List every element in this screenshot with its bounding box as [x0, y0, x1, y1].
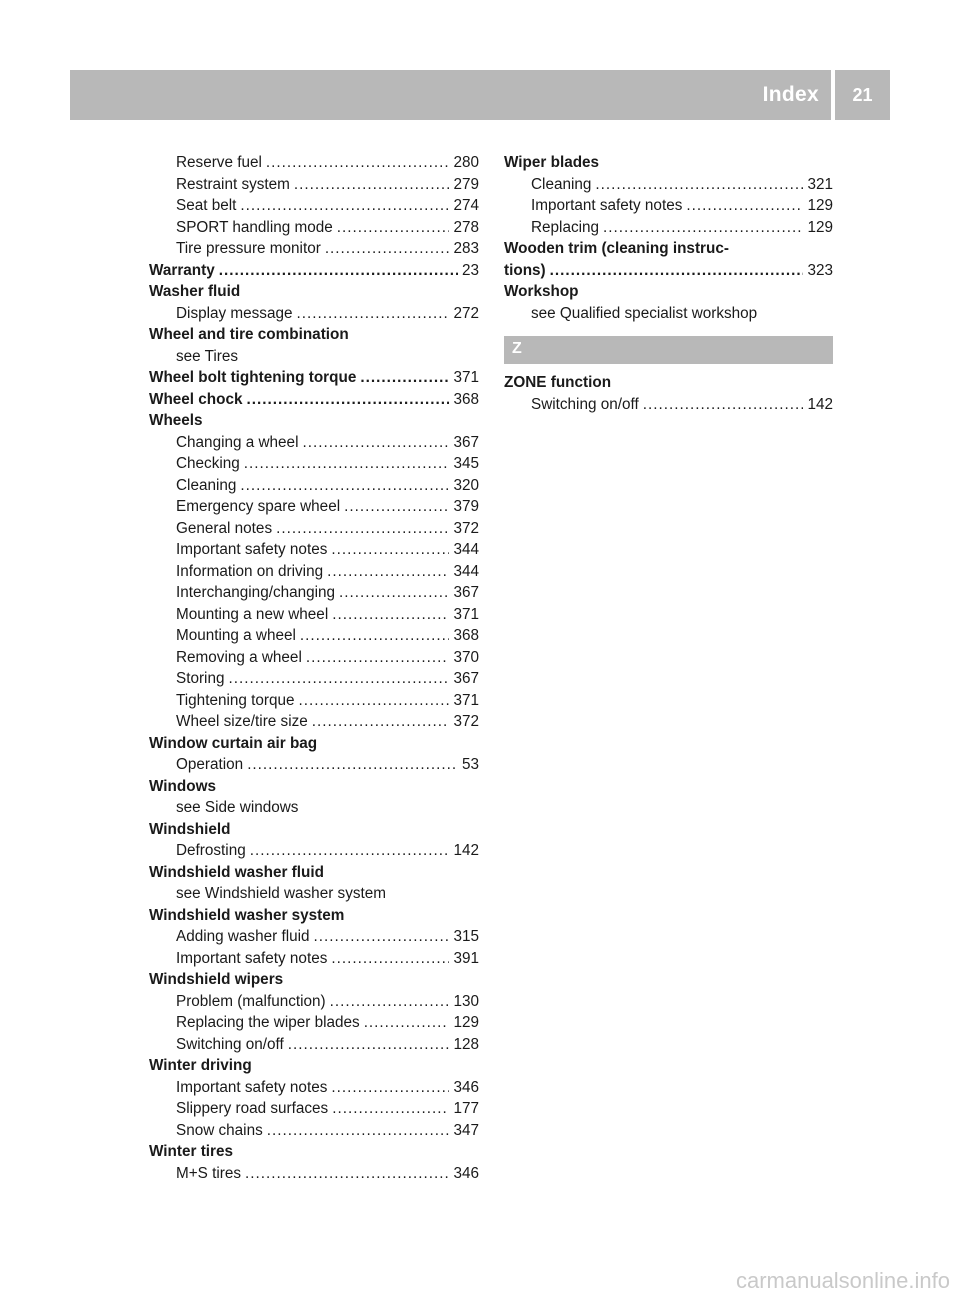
index-entry-heading — [149, 410, 479, 432]
entry-text: Checking — [176, 455, 240, 472]
dot-leader — [331, 948, 449, 970]
index-entry-subentry — [149, 883, 479, 905]
page-reference[interactable]: 346 — [453, 1164, 479, 1182]
page-reference[interactable]: 372 — [453, 519, 479, 537]
page-reference[interactable]: 320 — [453, 476, 479, 494]
entry-text: Wiper blades — [504, 154, 600, 171]
page-reference[interactable]: 371 — [453, 369, 479, 386]
watermark: carmanualsonline.info — [735, 1268, 950, 1293]
index-entry-heading — [149, 776, 479, 798]
dot-leader — [247, 754, 458, 776]
entry-text: Mounting a new wheel — [176, 605, 329, 623]
index-entry-subentry[interactable] — [149, 152, 479, 174]
dot-leader — [266, 152, 450, 174]
entry-text: Switching on/off — [176, 1035, 284, 1053]
entry-text: Restraint system — [176, 175, 290, 193]
dot-leader — [332, 1098, 449, 1120]
entry-text: Wheel size/tire size — [176, 713, 308, 730]
index-entry-heading[interactable] — [504, 260, 833, 282]
index-entry-subentry[interactable] — [149, 647, 479, 669]
page-reference[interactable]: 142 — [453, 842, 479, 859]
page-reference[interactable]: 344 — [453, 541, 479, 558]
index-entry-subentry[interactable] — [149, 561, 479, 583]
entry-text: Switching on/off — [531, 395, 639, 413]
index-entry-subentry[interactable] — [149, 840, 479, 862]
entry-text: M+S tires — [176, 1164, 242, 1182]
page-reference[interactable]: 129 — [807, 218, 833, 236]
index-entry-subentry[interactable] — [149, 1163, 479, 1185]
entry-text: Storing — [176, 670, 225, 687]
index-entry-heading — [504, 152, 833, 174]
index-entry-subentry[interactable] — [149, 496, 479, 518]
dot-leader — [228, 668, 449, 690]
index-column-left — [149, 152, 479, 1184]
page-reference[interactable]: 129 — [807, 197, 833, 214]
index-entry-subentry[interactable] — [149, 1012, 479, 1034]
dot-leader — [686, 195, 803, 217]
entry-text: Information on driving — [176, 562, 324, 580]
index-entry-subentry[interactable] — [149, 518, 479, 540]
entry-text: Seat belt — [176, 197, 237, 214]
index-entry-subentry[interactable] — [149, 1034, 479, 1056]
dot-leader — [306, 647, 450, 669]
page-reference[interactable]: 280 — [453, 154, 479, 171]
index-entry-heading[interactable] — [149, 367, 479, 389]
dot-leader — [344, 496, 449, 518]
dot-leader — [219, 260, 458, 282]
index-entry-subentry — [149, 346, 479, 368]
index-column-right — [504, 152, 833, 415]
dot-leader — [299, 690, 450, 712]
entry-text: Operation — [176, 756, 244, 773]
entry-text: Windshield wipers — [149, 971, 284, 988]
index-entry-subentry[interactable] — [149, 238, 479, 260]
dot-leader — [331, 1077, 449, 1099]
section-title: Index — [762, 83, 819, 106]
index-entry-subentry[interactable] — [504, 394, 833, 416]
index-entry-heading — [504, 281, 833, 303]
index-entry-subentry[interactable] — [149, 625, 479, 647]
index-entry-heading[interactable] — [149, 389, 479, 411]
index-entry-heading[interactable] — [149, 260, 479, 282]
page-reference[interactable]: 391 — [453, 949, 479, 967]
entry-text: General notes — [176, 519, 273, 537]
entry-text: Slippery road surfaces — [176, 1100, 329, 1117]
index-entry-subentry[interactable] — [149, 475, 479, 497]
index-entry-subentry[interactable] — [149, 926, 479, 948]
page-reference[interactable]: 346 — [453, 1078, 479, 1096]
entry-text: Important safety notes — [531, 197, 683, 214]
index-entry-subentry[interactable] — [149, 432, 479, 454]
entry-text: Wheel chock — [149, 390, 243, 408]
page-reference[interactable]: 367 — [453, 670, 479, 687]
page-reference[interactable]: 371 — [453, 605, 479, 623]
index-entry-subentry[interactable] — [149, 1098, 479, 1120]
entry-text: Important safety notes — [176, 949, 328, 967]
page-reference[interactable]: 372 — [453, 713, 479, 730]
entry-text: Warranty — [149, 261, 215, 279]
dot-leader — [276, 518, 449, 540]
dot-leader — [331, 539, 449, 561]
page-reference[interactable]: 367 — [453, 584, 479, 601]
page-reference[interactable]: 53 — [461, 756, 479, 773]
page-reference[interactable]: 272 — [453, 304, 479, 322]
dot-leader — [339, 582, 449, 604]
dot-leader — [337, 217, 450, 239]
index-entry-subentry[interactable] — [149, 711, 479, 733]
entry-text: Windows — [149, 777, 216, 795]
dot-leader — [332, 604, 449, 626]
dot-leader — [595, 174, 803, 196]
dot-leader — [296, 303, 449, 325]
index-entry-heading — [149, 733, 479, 755]
index-entry-subentry — [504, 303, 833, 325]
page-reference[interactable]: 370 — [453, 648, 479, 666]
dot-leader — [327, 561, 449, 583]
entry-text: Emergency spare wheel — [176, 498, 341, 515]
index-entry-subentry[interactable] — [149, 539, 479, 561]
index-entry-subentry[interactable] — [149, 948, 479, 970]
page-reference[interactable]: 177 — [453, 1100, 479, 1117]
index-entry-subentry[interactable] — [149, 991, 479, 1013]
entry-text: Washer fluid — [149, 283, 241, 300]
dot-leader — [330, 991, 450, 1013]
page-reference[interactable]: 278 — [453, 218, 479, 236]
index-entry-heading — [149, 969, 479, 991]
page-reference[interactable]: 321 — [807, 175, 833, 193]
entry-text: Windshield — [149, 820, 231, 838]
page-reference[interactable]: 279 — [453, 175, 479, 193]
entry-text: Wooden trim (cleaning instruc- — [504, 240, 729, 257]
entry-text: Reserve fuel — [176, 154, 262, 171]
entry-text: see Windshield washer system — [176, 885, 386, 902]
entry-text: Important safety notes — [176, 1078, 328, 1096]
index-entry-subentry[interactable] — [149, 1077, 479, 1099]
index-entry-heading — [149, 905, 479, 927]
index-entry-subentry[interactable] — [149, 1120, 479, 1142]
entry-text: Removing a wheel — [176, 648, 302, 666]
entry-text: Tire pressure monitor — [176, 240, 321, 257]
entry-text: Cleaning — [176, 476, 237, 494]
page-reference[interactable]: 130 — [453, 992, 479, 1010]
index-entry-subentry[interactable] — [504, 195, 833, 217]
index-entry-subentry[interactable] — [149, 668, 479, 690]
entry-text: Wheel and tire combination — [149, 326, 349, 343]
entry-text: ZONE function — [504, 374, 612, 391]
entry-text: SPORT handling mode — [176, 218, 333, 236]
index-entry-heading — [149, 862, 479, 884]
page-reference[interactable]: 23 — [461, 261, 479, 279]
dot-leader — [302, 432, 449, 454]
entry-text: Changing a wheel — [176, 433, 299, 451]
page-reference[interactable]: 367 — [453, 433, 479, 451]
entry-text: Defrosting — [176, 842, 246, 859]
page-reference[interactable]: 368 — [453, 627, 479, 644]
page-reference[interactable]: 128 — [453, 1035, 479, 1053]
dot-leader — [245, 1163, 449, 1185]
section-header-bar — [70, 70, 831, 120]
dot-leader — [550, 260, 804, 282]
dot-leader — [603, 217, 803, 239]
entry-text: Window curtain air bag — [149, 734, 318, 752]
index-entry-heading — [504, 372, 833, 394]
index-entry-subentry[interactable] — [149, 174, 479, 196]
index-entry-subentry — [149, 797, 479, 819]
dot-leader — [247, 389, 450, 411]
page-reference[interactable]: 371 — [453, 691, 479, 709]
page-reference[interactable]: 379 — [453, 498, 479, 515]
page-reference[interactable]: 345 — [453, 455, 479, 472]
entry-text: Windshield washer fluid — [149, 863, 324, 881]
index-entry-subentry[interactable] — [149, 690, 479, 712]
dot-leader — [643, 394, 804, 416]
page-reference[interactable]: 344 — [453, 562, 479, 580]
entry-text: see Qualified specialist workshop — [531, 304, 758, 322]
page-reference[interactable]: 274 — [453, 197, 479, 214]
page-number: 21 — [852, 85, 873, 105]
dot-leader — [364, 1012, 450, 1034]
dot-leader — [244, 453, 450, 475]
dot-leader — [267, 1120, 450, 1142]
entry-text: Mounting a wheel — [176, 627, 296, 644]
page-reference[interactable]: 315 — [453, 928, 479, 945]
page-reference[interactable]: 283 — [453, 240, 479, 257]
index-entry-heading — [149, 324, 479, 346]
entry-text: Workshop — [504, 283, 579, 300]
section-letter: Z — [512, 340, 522, 357]
page-reference[interactable]: 347 — [453, 1121, 479, 1139]
dot-leader — [294, 174, 450, 196]
dot-leader — [325, 238, 450, 260]
index-entry-subentry[interactable] — [149, 754, 479, 776]
dot-leader — [240, 475, 449, 497]
dot-leader — [300, 625, 450, 647]
entry-text: Windshield washer system — [149, 906, 345, 924]
entry-text: Interchanging/changing — [176, 584, 336, 601]
index-entry-heading — [504, 238, 833, 260]
entry-text: Adding washer fluid — [176, 928, 310, 945]
dot-leader — [240, 195, 449, 217]
entry-text: Snow chains — [176, 1121, 263, 1139]
entry-text: Cleaning — [531, 175, 592, 193]
index-entry-subentry[interactable] — [149, 604, 479, 626]
index-entry-subentry[interactable] — [149, 453, 479, 475]
entry-text: Wheels — [149, 412, 203, 429]
entry-text: Display message — [176, 304, 293, 322]
entry-text: Problem (malfunction) — [176, 992, 326, 1010]
page-number-badge — [835, 70, 890, 120]
dot-leader — [314, 926, 450, 948]
index-entry-subentry[interactable] — [504, 174, 833, 196]
dot-leader — [250, 840, 450, 862]
index-entry-heading — [149, 819, 479, 841]
index-entry-subentry[interactable] — [149, 195, 479, 217]
index-entry-subentry[interactable] — [149, 217, 479, 239]
entry-text: Replacing the wiper blades — [176, 1014, 360, 1031]
entry-text: Replacing — [531, 218, 600, 236]
page-reference[interactable]: 129 — [453, 1014, 479, 1031]
index-entry-subentry[interactable] — [504, 217, 833, 239]
dot-leader — [360, 367, 449, 389]
index-entry-heading — [149, 1055, 479, 1077]
entry-text: Tightening torque — [176, 691, 295, 709]
letter-section-bar — [504, 336, 833, 364]
entry-text: Winter tires — [149, 1143, 234, 1160]
page-reference[interactable]: 142 — [807, 395, 833, 413]
entry-text: see Tires — [176, 347, 239, 365]
entry-text: Winter driving — [149, 1057, 252, 1074]
page-reference[interactable]: 368 — [453, 390, 479, 408]
entry-text: see Side windows — [176, 799, 299, 816]
index-entry-heading — [149, 281, 479, 303]
entry-text: Wheel bolt tightening torque — [149, 369, 357, 386]
entry-text: Important safety notes — [176, 541, 328, 558]
index-entry-subentry[interactable] — [149, 582, 479, 604]
page-reference[interactable]: 323 — [807, 261, 833, 279]
index-entry-heading — [149, 1141, 479, 1163]
dot-leader — [288, 1034, 450, 1056]
dot-leader — [312, 711, 450, 733]
index-entry-subentry[interactable] — [149, 303, 479, 325]
entry-text: tions) — [504, 261, 546, 279]
